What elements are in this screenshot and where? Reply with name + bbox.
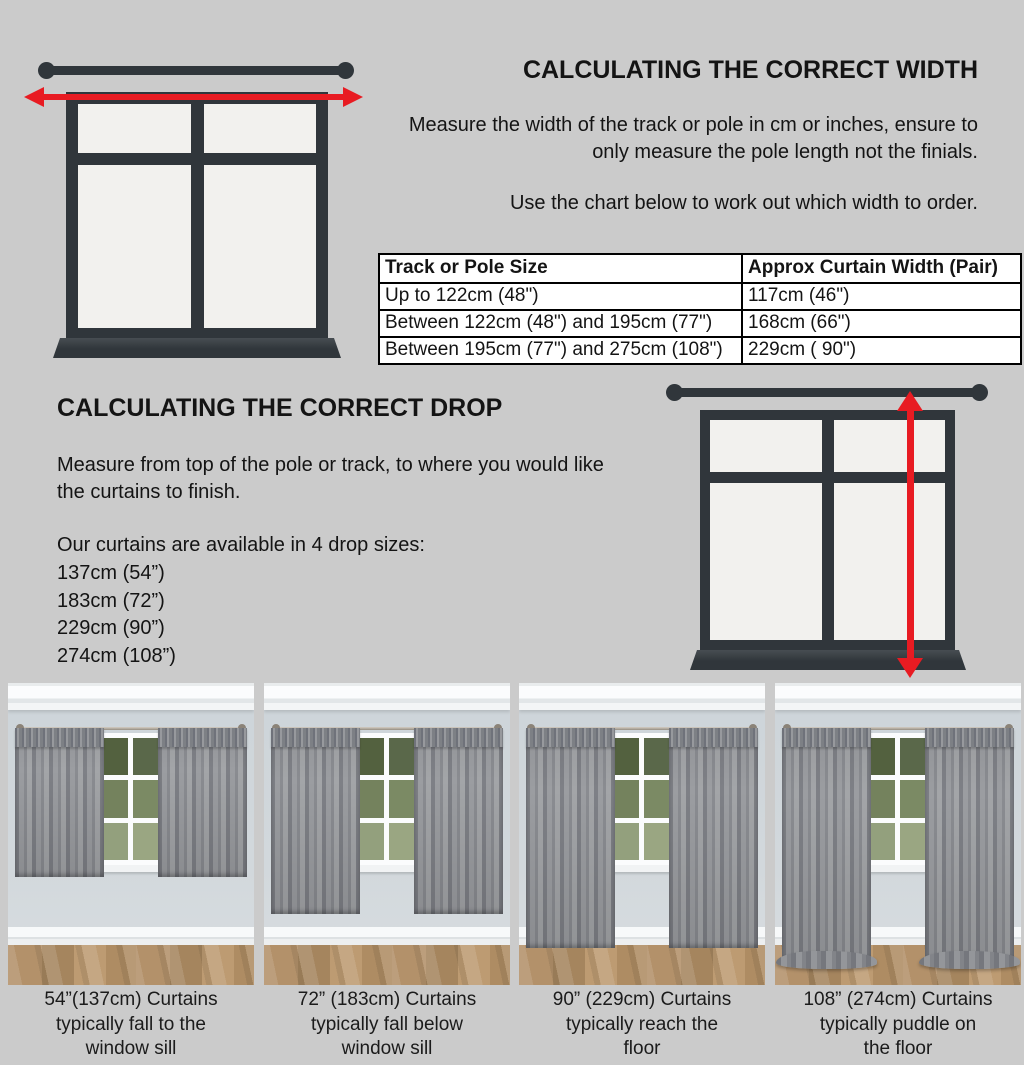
drop-size-list: [57, 560, 632, 670]
table-cell: Between 195cm (77") and 275cm (108"): [379, 337, 742, 364]
photo-cornice: [775, 683, 1021, 710]
width-section: [372, 56, 978, 217]
width-section-title: CALCULATING THE CORRECT WIDTH: [522, 56, 978, 84]
photo-curtain-left: [782, 728, 871, 962]
drop-size-item: 229cm (90”): [57, 617, 165, 639]
photo-curtain-left: [15, 728, 104, 877]
curtain-pole-illustration: [674, 388, 980, 397]
window-pane: [78, 104, 191, 153]
table-cell: Between 122cm (48") and 195cm (77"): [379, 310, 742, 337]
window-pane: [834, 420, 946, 472]
pole-finial-icon: [666, 384, 683, 401]
col-header-curtain-width: Approx Curtain Width (Pair): [742, 254, 1021, 283]
photo-cornice: [519, 683, 765, 710]
table-row: [379, 283, 1021, 310]
caption-line: floor: [623, 1038, 661, 1059]
photo-curtain-right: [669, 728, 758, 948]
arrow-shaft: [38, 94, 349, 100]
caption-line: typically fall below: [310, 1013, 464, 1035]
photo-skirting-board: [264, 927, 510, 945]
photo-cornice: [8, 683, 254, 710]
photo-curtain-right: [158, 728, 247, 877]
caption-line: the floor: [863, 1038, 933, 1059]
pole-finial-icon: [971, 384, 988, 401]
chart-instructions: Use the chart below to work out which width to order.: [509, 192, 978, 214]
arrow-right-head-icon: [343, 87, 363, 107]
window-pane: [834, 483, 946, 640]
photo-caption-108in: [788, 988, 1008, 1062]
table-cell: 229cm ( 90"): [742, 337, 1021, 364]
photo-wood-floor: [519, 945, 765, 985]
caption-line: typically fall to the: [56, 1013, 206, 1035]
pole-finial-icon: [337, 62, 354, 79]
curtain-pole-illustration: [46, 66, 346, 75]
window-pane: [78, 165, 191, 328]
window-pane: [204, 104, 317, 153]
table-cell: Up to 122cm (48"): [379, 283, 742, 310]
table-cell: 168cm (66"): [742, 310, 1021, 337]
window-pane: [710, 420, 822, 472]
caption-line: 54”(137cm) Curtains: [44, 989, 218, 1010]
width-instructions: Measure the width of the track or pole in cm or inches, ensure to only measure the pole length not the finials.: [408, 114, 978, 163]
curtain-photo-72in: [264, 683, 510, 985]
caption-line: typically reach the: [565, 1013, 719, 1035]
drop-section-title: CALCULATING THE CORRECT DROP: [57, 394, 503, 422]
photo-curtain-left: [271, 728, 360, 914]
table-cell: 117cm (46"): [742, 283, 1021, 310]
caption-line: 72” (183cm) Curtains: [297, 989, 477, 1010]
caption-line: window sill: [341, 1038, 433, 1059]
caption-line: 108” (274cm) Curtains: [803, 989, 993, 1010]
table-row: [379, 337, 1021, 364]
caption-line: window sill: [85, 1038, 177, 1059]
caption-line: typically puddle on: [819, 1013, 977, 1035]
photo-curtain-left: [526, 728, 615, 948]
width-measure-arrow-icon: [24, 87, 363, 107]
window-pane: [710, 483, 822, 640]
photo-caption-90in: [532, 988, 752, 1062]
photo-wood-floor: [264, 945, 510, 985]
photo-caption-72in: [277, 988, 497, 1062]
drop-section: [57, 394, 632, 670]
table-header-row: [379, 254, 1021, 283]
drop-sizes-intro: Our curtains are available in 4 drop sizes:: [57, 534, 425, 556]
photo-cornice: [264, 683, 510, 710]
photo-wood-floor: [8, 945, 254, 985]
pole-finial-icon: [38, 62, 55, 79]
window-sill-illustration: [690, 650, 966, 670]
curtain-photo-54in: [8, 683, 254, 985]
size-table: [378, 253, 1022, 365]
drop-measure-arrow-icon: [897, 391, 923, 678]
drop-instructions: Measure from top of the pole or track, to where you would like the curtains to finish.: [57, 454, 604, 503]
table-row: [379, 310, 1021, 337]
window-illustration-width: [66, 92, 328, 340]
photo-skirting-board: [8, 927, 254, 945]
drop-size-item: 137cm (54”): [57, 562, 165, 584]
col-header-track-size: Track or Pole Size: [379, 254, 742, 283]
window-pane: [204, 165, 317, 328]
arrow-down-head-icon: [897, 658, 923, 678]
arrow-shaft: [907, 405, 914, 664]
photo-curtain-right: [925, 728, 1014, 962]
drop-size-item: 274cm (108”): [57, 644, 176, 667]
photo-caption-54in: [21, 988, 241, 1062]
curtain-photo-90in: [519, 683, 765, 985]
photo-curtain-right: [414, 728, 503, 914]
drop-size-item: 183cm (72”): [57, 589, 165, 612]
window-sill-illustration: [53, 338, 341, 358]
caption-line: 90” (229cm) Curtains: [552, 989, 732, 1010]
curtain-photo-108in: [775, 683, 1021, 985]
